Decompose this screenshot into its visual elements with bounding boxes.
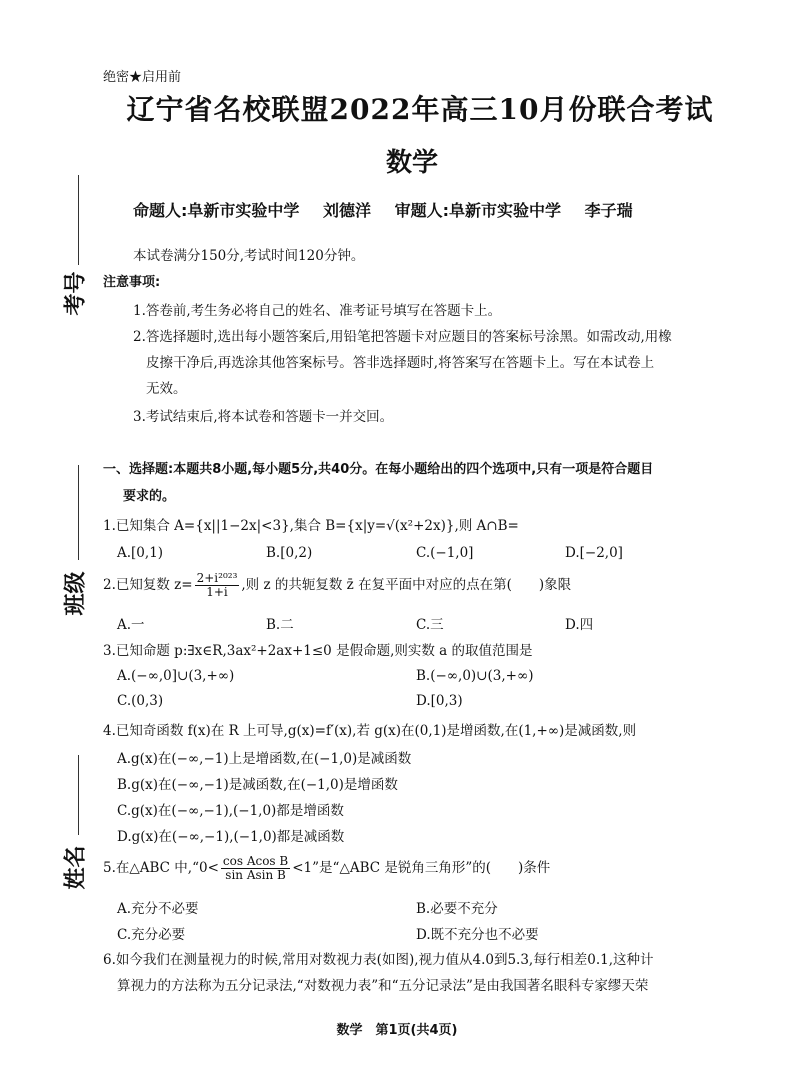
q5-prefix: 5.在△ABC 中,“0< (103, 860, 219, 876)
q1-stem: 1.已知集合 A={x||1−2x|<3},集合 B={x|y=√(x²+2x)},则 A∩B= (103, 518, 519, 534)
q2-option-a: A.一 (117, 617, 145, 633)
q5-stem (103, 855, 550, 882)
note-2-cont: 皮擦干净后,再选涂其他答案标号。答非选择题时,将答案写在答题卡上。写在本试卷上 (146, 355, 655, 371)
q5-option-b: B.必要不充分 (416, 901, 498, 917)
section-1-heading-cont: 要求的。 (123, 489, 176, 504)
q5-frac-num: cos Acos B (222, 854, 289, 868)
q5-fraction (221, 855, 290, 882)
q4-option-c: C.g(x)在(−∞,−1),(−1,0)都是增函数 (117, 803, 344, 819)
side-exam-no: 考号 (63, 271, 89, 316)
q1-option-b: B.[0,2) (266, 545, 313, 561)
q2-suffix: ,则 z 的共轭复数 z̄ 在复平面中对应的点在第( )象限 (241, 577, 572, 593)
exam-title: 辽宁省名校联盟2022年高三10月份联合考试 (126, 93, 714, 126)
q5-option-d: D.既不充分也不必要 (416, 927, 539, 943)
q6-line-1: 6.如今我们在测量视力的时候,常用对数视力表(如图),视力值从4.0到5.3,每行相差0.1,这种计 (103, 952, 654, 968)
q2-frac-den: 1+i (206, 585, 228, 599)
side-class: 班级 (63, 571, 89, 616)
q3-option-b: B.(−∞,0)∪(3,+∞) (416, 668, 534, 684)
reviewer-name: 李子瑞 (584, 201, 633, 220)
notes-title: 注意事项: (103, 275, 161, 290)
q2-option-c: C.三 (416, 617, 444, 633)
note-2-end: 无效。 (146, 381, 187, 397)
exam-info: 本试卷满分150分,考试时间120分钟。 (133, 248, 365, 264)
class-line (78, 465, 79, 560)
q1-option-d: D.[−2,0] (565, 545, 623, 561)
q4-option-a: A.g(x)在(−∞,−1)上是增函数,在(−1,0)是减函数 (117, 751, 412, 767)
q2-prefix: 2.已知复数 z= (103, 577, 193, 593)
q4-stem: 4.已知奇函数 f(x)在 R 上可导,g(x)=f′(x),若 g(x)在(0,1)是增函数,在(1,+∞)是减函数,则 (103, 723, 637, 739)
q5-option-c: C.充分必要 (117, 927, 186, 943)
q1-option-c: C.(−1,0] (416, 545, 474, 561)
section-1-heading: 一、选择题:本题共8小题,每小题5分,共40分。在每小题给出的四个选项中,只有一项是符合题目 (103, 462, 654, 477)
q4-option-d: D.g(x)在(−∞,−1),(−1,0)都是减函数 (117, 829, 345, 845)
name-line (78, 755, 79, 835)
q3-stem: 3.已知命题 p:∃x∈R,3ax²+2ax+1≤0 是假命题,则实数 a 的取值范围是 (103, 643, 533, 659)
setter-label: 命题人:阜新市实验中学 (133, 201, 300, 220)
q5-option-a: A.充分不必要 (117, 901, 199, 917)
note-3: 3.考试结束后,将本试卷和答题卡一并交回。 (133, 409, 394, 425)
q1-option-a: A.[0,1) (117, 545, 164, 561)
q3-option-d: D.[0,3) (416, 693, 463, 709)
reviewer-label: 审题人:阜新市实验中学 (394, 201, 561, 220)
side-name: 姓名 (63, 845, 89, 890)
authors-line (133, 198, 651, 221)
note-2: 2.答选择题时,选出每小题答案后,用铅笔把答题卡对应题目的答案标号涂黑。如需改动,用橡 (133, 329, 672, 345)
q2-stem (103, 572, 571, 599)
page-footer: 数学 第1页(共4页) (336, 1023, 458, 1038)
q2-fraction (195, 572, 240, 599)
q2-option-d: D.四 (565, 617, 594, 633)
exam-no-line (78, 175, 79, 265)
note-1: 1.答卷前,考生务必将自己的姓名、准考证号填写在答题卡上。 (133, 303, 502, 319)
q4-option-b: B.g(x)在(−∞,−1)是减函数,在(−1,0)是增函数 (117, 777, 398, 793)
q3-option-c: C.(0,3) (117, 693, 164, 709)
q5-frac-den: sin Asin B (225, 868, 286, 882)
q2-option-b: B.二 (266, 617, 294, 633)
setter-name: 刘德洋 (322, 201, 371, 220)
q2-frac-num: 2+i²⁰²³ (196, 571, 238, 585)
q3-option-a: A.(−∞,0]∪(3,+∞) (117, 668, 235, 684)
q6-line-2: 算视力的方法称为五分记录法,“对数视力表”和“五分记录法”是由我国著名眼科专家缪天荣 (117, 978, 649, 994)
secret-mark: 绝密★启用前 (103, 70, 182, 85)
q5-suffix: <1”是“△ABC 是锐角三角形”的( )条件 (292, 860, 551, 876)
subject-title: 数学 (385, 148, 438, 178)
